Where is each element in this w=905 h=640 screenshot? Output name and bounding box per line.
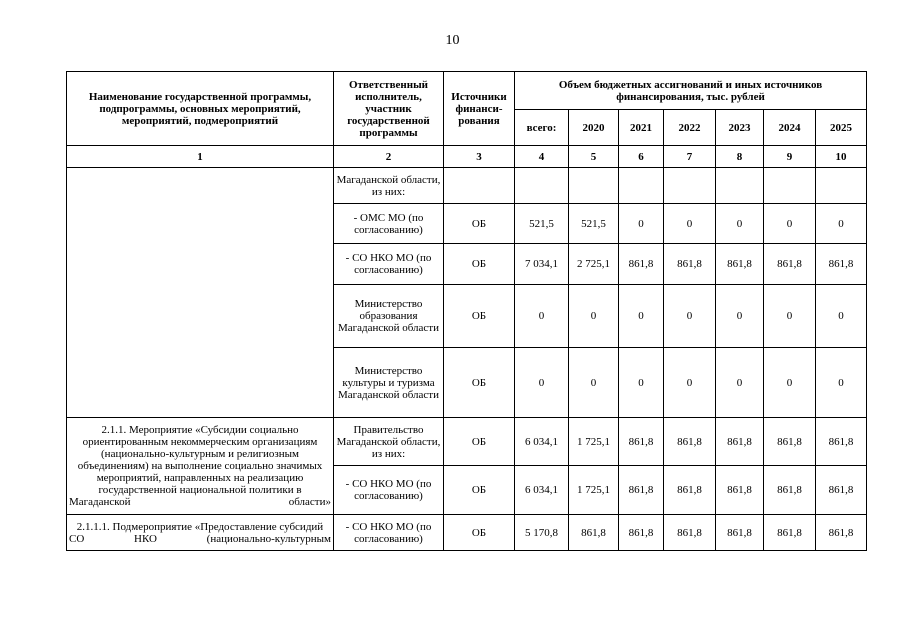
executor-cell: - ОМС МО (по согласованию) (334, 204, 444, 244)
value-cell (619, 168, 664, 204)
value-cell: 0 (764, 348, 816, 418)
value-cell: 861,8 (816, 244, 867, 285)
subactivity-description: 2.1.1.1. Подмероприятие «Предоставление субсидий СО НКО (национально-культурным (67, 515, 334, 551)
value-cell (816, 168, 867, 204)
executor-cell: Министерство образования Магаданской области (334, 285, 444, 348)
value-cell: 861,8 (816, 418, 867, 466)
header-sources: Источники финанси-рования (444, 72, 515, 146)
executor-cell: - СО НКО МО (по согласованию) (334, 515, 444, 551)
executor-cell: Магаданской области, из них: (334, 168, 444, 204)
column-number: 3 (444, 146, 515, 168)
source-cell: ОБ (444, 515, 515, 551)
page-number: 10 (445, 33, 460, 48)
value-cell: 521,5 (515, 204, 569, 244)
value-cell: 861,8 (664, 466, 716, 515)
value-cell: 861,8 (764, 466, 816, 515)
header-year: 2023 (716, 110, 764, 146)
column-number: 10 (816, 146, 867, 168)
header-year: 2024 (764, 110, 816, 146)
value-cell: 2 725,1 (569, 244, 619, 285)
value-cell: 861,8 (716, 466, 764, 515)
column-numbers-row (67, 146, 867, 168)
value-cell: 6 034,1 (515, 466, 569, 515)
header-year: 2025 (816, 110, 867, 146)
header-volume: Объем бюджетных ассигнований и иных источников финансирования, тыс. рублей (515, 72, 867, 110)
value-cell: 0 (515, 348, 569, 418)
value-cell (569, 168, 619, 204)
budget-table (66, 71, 867, 551)
value-cell: 521,5 (569, 204, 619, 244)
value-cell: 861,8 (569, 515, 619, 551)
value-cell (764, 168, 816, 204)
source-cell (444, 168, 515, 204)
value-cell: 0 (816, 204, 867, 244)
column-number: 9 (764, 146, 816, 168)
source-cell: ОБ (444, 285, 515, 348)
source-cell: ОБ (444, 244, 515, 285)
executor-cell: Правительство Магаданской области, из них: (334, 418, 444, 466)
value-cell (716, 168, 764, 204)
header-total: всего: (515, 110, 569, 146)
header-executor: Ответственный исполнитель, участник государственной программы (334, 72, 444, 146)
header-year: 2022 (664, 110, 716, 146)
column-number: 6 (619, 146, 664, 168)
value-cell: 6 034,1 (515, 418, 569, 466)
value-cell: 861,8 (664, 418, 716, 466)
value-cell: 0 (816, 348, 867, 418)
header-name: Наименование государственной программы, подпрограммы, основных мероприятий, мероприятий, подмероприятий (67, 72, 334, 146)
column-number: 7 (664, 146, 716, 168)
value-cell: 7 034,1 (515, 244, 569, 285)
header-year: 2020 (569, 110, 619, 146)
value-cell: 0 (664, 204, 716, 244)
value-cell: 861,8 (816, 466, 867, 515)
value-cell: 861,8 (816, 515, 867, 551)
value-cell: 0 (816, 285, 867, 348)
continued-name-cell (67, 168, 334, 418)
value-cell: 0 (515, 285, 569, 348)
value-cell: 861,8 (664, 515, 716, 551)
value-cell: 861,8 (619, 418, 664, 466)
value-cell (664, 168, 716, 204)
source-cell: ОБ (444, 418, 515, 466)
value-cell: 0 (619, 348, 664, 418)
value-cell: 5 170,8 (515, 515, 569, 551)
value-cell: 0 (716, 348, 764, 418)
source-cell: ОБ (444, 348, 515, 418)
value-cell: 861,8 (716, 515, 764, 551)
table-row (67, 515, 867, 551)
value-cell: 0 (664, 285, 716, 348)
column-number: 2 (334, 146, 444, 168)
value-cell: 0 (569, 285, 619, 348)
value-cell: 861,8 (716, 418, 764, 466)
value-cell: 0 (764, 204, 816, 244)
value-cell: 861,8 (619, 466, 664, 515)
header-row-1 (67, 72, 867, 110)
value-cell: 0 (716, 204, 764, 244)
column-number: 5 (569, 146, 619, 168)
value-cell: 861,8 (619, 244, 664, 285)
value-cell (515, 168, 569, 204)
source-cell: ОБ (444, 466, 515, 515)
value-cell: 0 (619, 204, 664, 244)
value-cell: 861,8 (664, 244, 716, 285)
value-cell: 861,8 (716, 244, 764, 285)
value-cell: 1 725,1 (569, 466, 619, 515)
executor-cell: - СО НКО МО (по согласованию) (334, 244, 444, 285)
value-cell: 0 (716, 285, 764, 348)
column-number: 8 (716, 146, 764, 168)
value-cell: 0 (569, 348, 619, 418)
table-row (67, 168, 867, 204)
value-cell: 0 (664, 348, 716, 418)
value-cell: 0 (764, 285, 816, 348)
header-year: 2021 (619, 110, 664, 146)
column-number: 4 (515, 146, 569, 168)
value-cell: 861,8 (764, 515, 816, 551)
value-cell: 861,8 (619, 515, 664, 551)
value-cell: 1 725,1 (569, 418, 619, 466)
value-cell: 0 (619, 285, 664, 348)
table-row (67, 418, 867, 466)
activity-description: 2.1.1. Мероприятие «Субсидии социально ориентированным некоммерческим организациям (национально-культурным и религиозным объединениям) на выполнение социально значимых мероприятий, направленных на реализацию государственной национальной политики в Магаданской области» (67, 418, 334, 515)
source-cell: ОБ (444, 204, 515, 244)
executor-cell: - СО НКО МО (по согласованию) (334, 466, 444, 515)
value-cell: 861,8 (764, 418, 816, 466)
executor-cell: Министерство культуры и туризма Магаданской области (334, 348, 444, 418)
value-cell: 861,8 (764, 244, 816, 285)
column-number: 1 (67, 146, 334, 168)
